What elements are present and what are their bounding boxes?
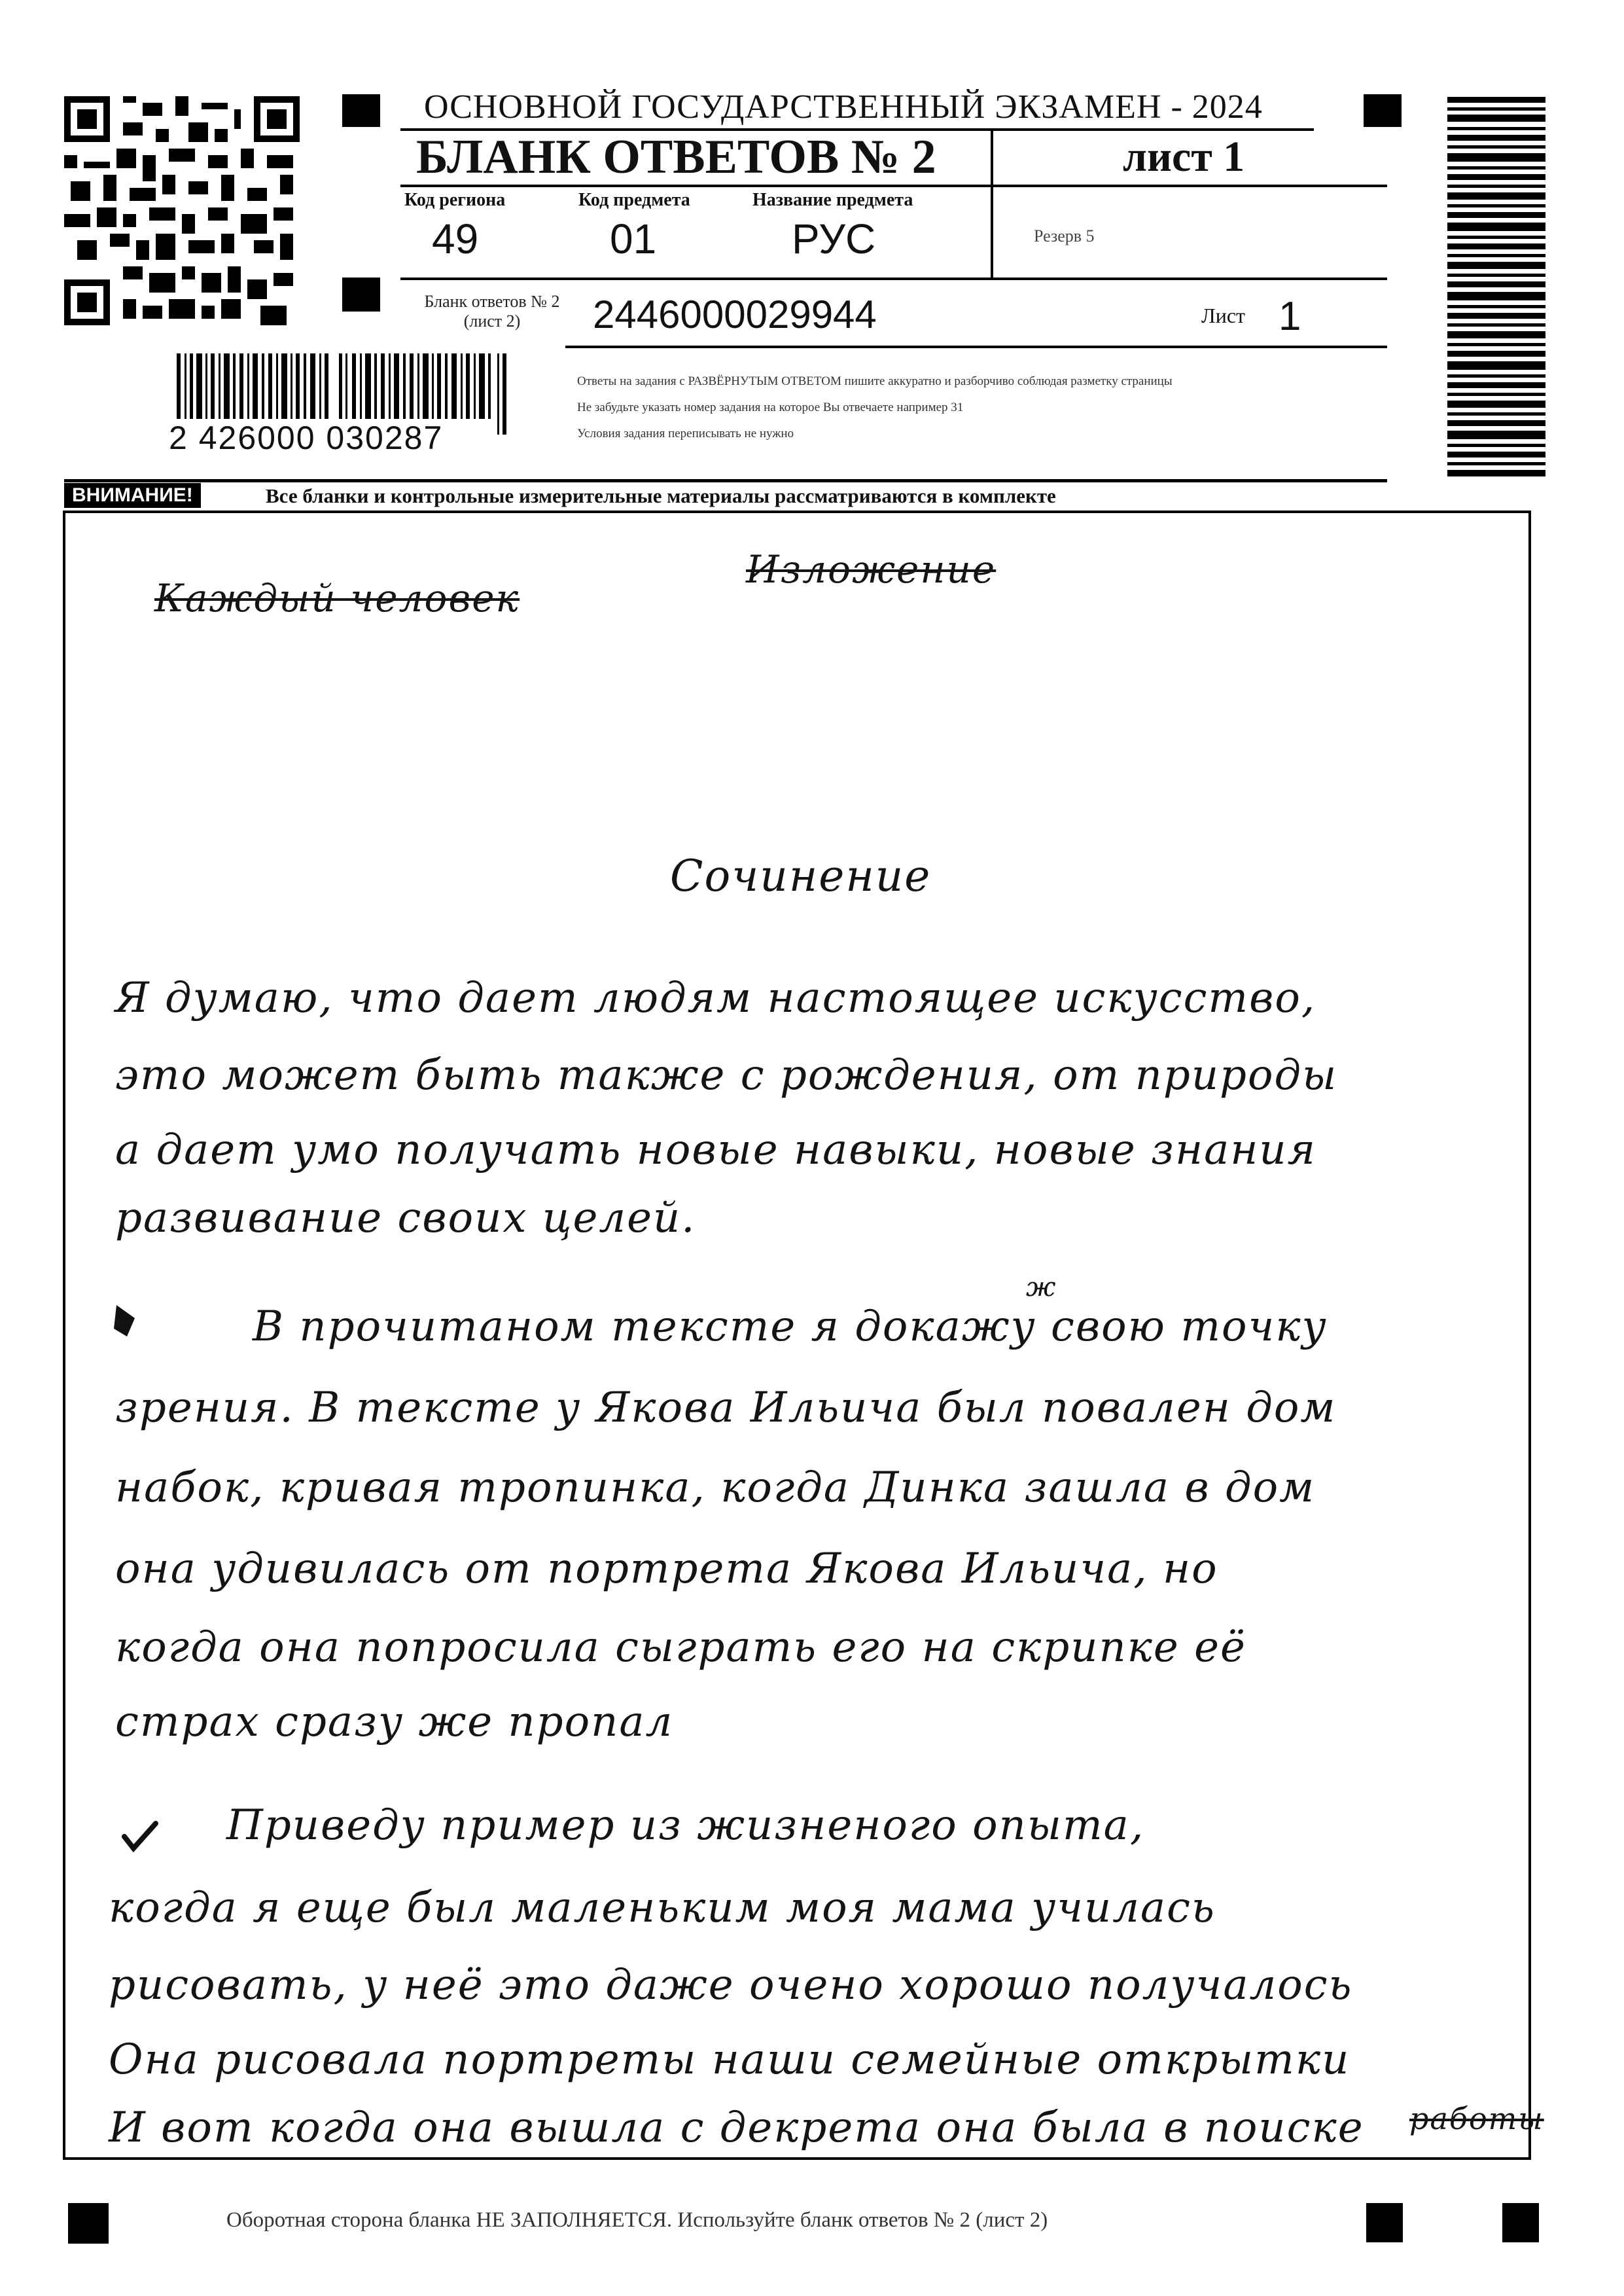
sheet-label: лист 1 [1123, 133, 1245, 181]
exam-title: ОСНОВНОЙ ГОСУДАРСТВЕННЫЙ ЭКЗАМЕН - 2024 [424, 88, 1263, 126]
essay-line-12: когда я еще был маленьким моя мама училась [109, 1884, 1216, 1932]
instruction-3: Условия задания переписывать не нужно [577, 427, 794, 440]
subject-code: 01 [610, 215, 657, 262]
reserve-label: Резерв 5 [1034, 226, 1095, 245]
region-code: 49 [432, 215, 479, 262]
subject-code-label: Код предмета [578, 190, 690, 210]
link-rule [565, 346, 1387, 348]
barcode-number: 2 426000 030287 [166, 419, 446, 457]
corner-marker [1364, 94, 1402, 127]
essay-line-14: Она рисовала портреты наши семейные открытки [109, 2036, 1350, 2084]
essay-line-10: страх сразу же пропал [115, 1698, 674, 1746]
header-rule [400, 185, 1387, 187]
paragraph-mark-icon [110, 1300, 141, 1339]
form-title: БЛАНК ОТВЕТОВ № 2 [416, 130, 936, 184]
essay-line-2: это может быть также с рождения, от природы [115, 1051, 1338, 1100]
link-label [400, 292, 584, 331]
title-divider [991, 131, 993, 280]
essay-line-3: а дает умо получать новые навыки, новые знания [115, 1126, 1316, 1174]
instruction-1: Ответы на задания с РАЗВЁРНУТЫМ ОТВЕТОМ пишите аккуратно и разборчиво соблюдая разметку страницы [577, 374, 1173, 388]
link-label-line1: Бланк ответов № 2 [424, 292, 560, 311]
codes-rule [400, 278, 1387, 280]
checkmark-icon [122, 1820, 158, 1852]
essay-title: Сочинение [670, 851, 932, 901]
subject-name: РУС [792, 215, 876, 262]
crossed-heading-1: Каждый человек [154, 576, 520, 620]
essay-line-7: набок, кривая тропинка, когда Динка зашла в дом [115, 1463, 1316, 1512]
attention-text: Все бланки и контрольные измерительные материалы рассматриваются в комплекте [266, 484, 1056, 507]
essay-line-4: развивание своих целей. [115, 1194, 696, 1242]
link-number: 2446000029944 [593, 293, 877, 336]
subject-name-label: Название предмета [752, 190, 913, 210]
instruction-2: Не забудьте указать номер задания на которое Вы отвечаете например 31 [577, 401, 964, 414]
corner-marker [342, 278, 380, 312]
sheet-number-label: Лист [1201, 304, 1246, 327]
sheet-number: 1 [1279, 294, 1301, 339]
crossed-heading-2: Изложение [746, 547, 997, 592]
essay-line-1: Я думаю, что дает людям настоящее искусство, [115, 974, 1316, 1022]
crossed-last-word: работы [1409, 2101, 1544, 2136]
link-label-line2: (лист 2) [463, 312, 521, 331]
corner-marker [68, 2203, 109, 2244]
footer-note: Оборотная сторона бланка НЕ ЗАПОЛНЯЕТСЯ. Используйте бланк ответов № 2 (лист 2) [226, 2208, 1048, 2232]
corner-marker [1366, 2203, 1403, 2242]
attention-top-rule [64, 479, 1387, 482]
essay-line-13: рисовать, у неё это даже очено хорошо получалось [109, 1961, 1353, 2009]
essay-line-11: Приведу пример из жизненого опыта, [226, 1801, 1145, 1850]
essay-line-8: она удивилась от портрета Якова Ильича, но [115, 1545, 1218, 1593]
correction-mark: ж [1026, 1272, 1057, 1302]
region-code-label: Код региона [404, 190, 506, 210]
attention-badge: ВНИМАНИЕ! [64, 483, 201, 508]
vertical-barcode [1447, 97, 1545, 476]
essay-line-9: когда она попросила сыграть его на скрипке её [115, 1623, 1246, 1672]
corner-marker [1502, 2203, 1539, 2242]
essay-line-15: И вот когда она вышла с декрета она была в поиске [109, 2104, 1364, 2152]
qr-code [64, 96, 300, 326]
essay-line-5: В прочитаном тексте я докажу свою точку [253, 1302, 1328, 1351]
corner-marker [342, 94, 380, 127]
essay-line-6: зрения. В тексте у Якова Ильича был повален дом [115, 1384, 1337, 1432]
